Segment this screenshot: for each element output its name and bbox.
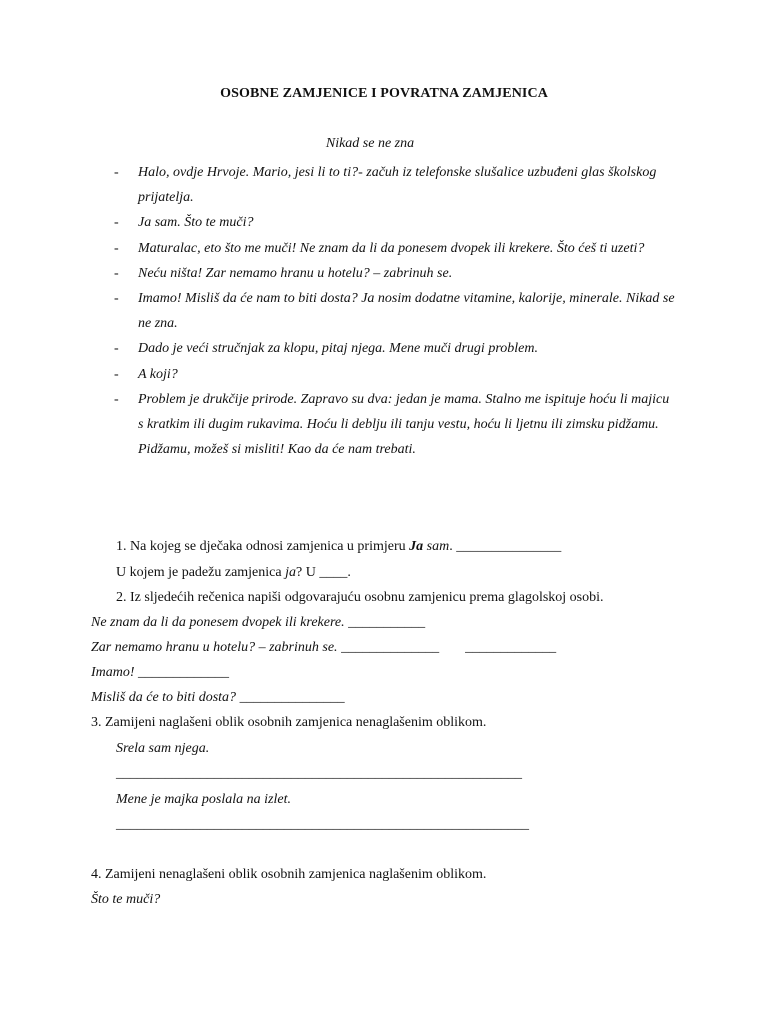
- question-1b-text: U kojem je padežu zamjenica: [116, 565, 286, 580]
- dialogue-dash: -: [114, 291, 119, 307]
- answer-blank[interactable]: _____________: [138, 665, 230, 680]
- answer-blank[interactable]: _______________: [239, 690, 345, 705]
- question-4: 4. Zamijeni nenaglašeni oblik osobnih zamjenica naglašenim oblikom.: [91, 867, 487, 882]
- dialogue-dash: -: [114, 240, 119, 256]
- question-3: 3. Zamijeni naglašeni oblik osobnih zamjenica nenaglašenim oblikom.: [91, 715, 487, 730]
- question-1-answer-blank[interactable]: _______________: [456, 539, 562, 554]
- answer-blank-2[interactable]: _____________: [465, 640, 557, 655]
- answer-line[interactable]: __________________________________________________________: [116, 766, 522, 781]
- question-3-sentence: Mene je majka poslala na izlet.: [116, 792, 291, 807]
- sentence-text: Imamo!: [91, 665, 139, 680]
- sentence-text: Misliš da će to biti dosta?: [91, 690, 240, 705]
- dialogue-list: [0, 160, 768, 462]
- question-1b: [116, 564, 351, 582]
- question-1-italic-word: sam: [423, 539, 450, 554]
- dialogue-line: [0, 336, 768, 361]
- question-1: [116, 538, 561, 556]
- dialogue-dash: -: [114, 165, 119, 180]
- dialogue-text: Neću ništa! Zar nemamo hranu u hotelu? – zabrinuh se.: [138, 265, 453, 281]
- question-2-sentence: [91, 689, 345, 707]
- dialogue-line: [0, 261, 768, 286]
- dialogue-line: [0, 236, 768, 261]
- dialogue-text: Dado je veći stručnjak za klopu, pitaj njega. Mene muči drugi problem.: [138, 341, 538, 357]
- question-1b-text-2: ? U: [295, 565, 320, 580]
- question-1-bold-word: Ja: [409, 539, 424, 554]
- sentence-text: Zar nemamo hranu u hotelu? – zabrinuh se.: [91, 640, 342, 655]
- dialogue-text: Problem je drukčije prirode. Zapravo su dva: jedan je mama. Stalno me ispituje hoću li majicu s kratkim ili dugim rukavima. Hoću li deblju ili tanju vestu, hoću li ljetnu ili zimsku pidžamu. Pidžamu, možeš si misliti! Kao da će nam trebati.: [138, 391, 670, 458]
- dialogue-line: [0, 210, 768, 235]
- answer-blank[interactable]: ___________: [348, 615, 426, 630]
- page-title: OSOBNE ZAMJENICE I POVRATNA ZAMJENICA: [220, 86, 548, 101]
- dialogue-line: [0, 387, 768, 463]
- answer-blank[interactable]: ______________: [341, 640, 440, 655]
- question-1b-period: .: [347, 565, 351, 580]
- question-2-sentence: [91, 639, 556, 657]
- dialogue-dash: -: [114, 391, 119, 407]
- dialogue-dash: -: [114, 366, 119, 382]
- dialogue-text: Maturalac, eto što me muči! Ne znam da li da ponesem dvopek ili krekere. Što ćeš ti uzeti?: [138, 240, 645, 256]
- dialogue-text: Halo, ovdje Hrvoje. Mario, jesi li to ti?- začuh iz telefonske slušalice uzbuđeni glas školskog prijatelja.: [138, 165, 657, 206]
- dialogue-text: Imamo! Misliš da će nam to biti dosta? Ja nosim dodatne vitamine, kalorije, minerale. Nikad se ne zna.: [138, 291, 675, 332]
- question-2: 2. Iz sljedećih rečenica napiši odgovarajuću osobnu zamjenicu prema glagolskoj osobi.: [116, 590, 604, 605]
- dialogue-line: [0, 286, 768, 336]
- question-2-sentence: [91, 664, 229, 682]
- question-2-sentence: [91, 614, 425, 632]
- question-1b-answer-blank[interactable]: ____: [319, 565, 348, 580]
- question-1-punct: .: [449, 539, 457, 554]
- dialogue-text: Ja sam. Što te muči?: [138, 215, 254, 231]
- question-3-sentence: Srela sam njega.: [116, 741, 210, 756]
- answer-line[interactable]: ___________________________________________________________: [116, 817, 529, 832]
- sentence-text: Ne znam da li da ponesem dvopek ili krekere.: [91, 615, 349, 630]
- question-4-sentence: Što te muči?: [91, 892, 161, 907]
- dialogue-dash: -: [114, 265, 119, 281]
- question-1b-italic-word: ja: [285, 565, 296, 580]
- dialogue-line: [0, 362, 768, 387]
- dialogue-text: A koji?: [138, 366, 178, 382]
- question-1-text: 1. Na kojeg se dječaka odnosi zamjenica u primjeru: [116, 539, 410, 554]
- dialogue-dash: -: [114, 341, 119, 357]
- story-title: Nikad se ne zna: [325, 136, 415, 151]
- dialogue-dash: -: [114, 215, 119, 231]
- dialogue-line: [0, 160, 768, 210]
